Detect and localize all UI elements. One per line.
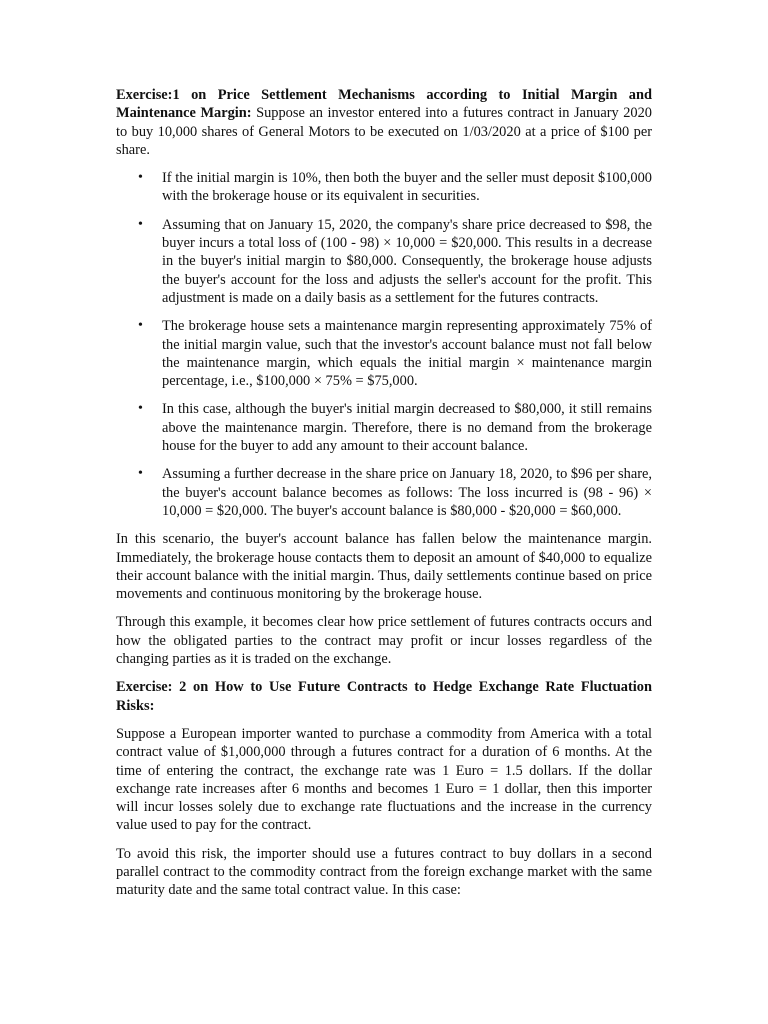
bullet-icon: • [138, 170, 143, 186]
list-item-text: Assuming a further decrease in the share price on January 18, 2020, to $96 per share, the buyer's account balance becomes as follows: The loss incurred is (98 - 96) × 10,000 = $20,000. The buyer's account balance is $80,000 - $20,000 = $60,000. [162, 466, 652, 519]
list-item-text: Assuming that on January 15, 2020, the company's share price decreased to $98, the buyer incurs a total loss of (100 - 98) × 10,000 = $20,000. This results in a decrease in the buyer's initial margin to $80,000. Consequently, the brokerage house adjusts the buyer's account for the loss and adjusts the seller's account for the profit. This adjustment is made on a daily basis as a settlement for the futures contracts. [162, 216, 652, 306]
exercise1-scenario-paragraph: In this scenario, the buyer's account balance has fallen below the maintenance margin. Immediately, the brokerage house contacts them to deposit an amount of $40,000 to equalize their account balance with the initial margin. Thus, daily settlements continue based on price movements and continuous monitoring by the brokerage house. [116, 531, 652, 603]
list-item [116, 400, 652, 455]
bullet-icon: • [138, 401, 143, 417]
exercise1-intro-text: Suppose an investor entered into a futures contract in January 2020 to buy 10,000 shares of General Motors to be executed on 1/03/2020 at a price of $100 per share. [116, 105, 652, 158]
exercise1-title: Exercise:1 on Price Settlement Mechanisms according to Initial Margin and Maintenance Margin: [116, 87, 652, 122]
bullet-icon: • [138, 466, 143, 482]
exercise1-intro-paragraph [116, 86, 652, 159]
bullet-icon: • [138, 318, 143, 334]
exercise2-title: Exercise: 2 on How to Use Future Contracts to Hedge Exchange Rate Fluctuation Risks: [116, 679, 652, 714]
list-item [116, 216, 652, 307]
list-item [116, 169, 652, 206]
list-item-text: In this case, although the buyer's initial margin decreased to $80,000, it still remains above the maintenance margin. Therefore, there is no demand from the brokerage house for the buyer to add any amount to their account balance. [162, 401, 652, 455]
exercise2-hedge-paragraph: To avoid this risk, the importer should use a futures contract to buy dollars in a second parallel contract to the commodity contract from the foreign exchange market with the same maturity date and the same total contract value. In this case: [116, 845, 652, 899]
exercise1-conclusion-paragraph: Through this example, it becomes clear how price settlement of futures contracts occurs and how the obligated parties to the contract may profit or incur losses regardless of the changing parties as it is traded on the exchange. [116, 614, 652, 668]
list-item-text: The brokerage house sets a maintenance margin representing approximately 75% of the initial margin value, such that the investor's account balance must not fall below the maintenance margin, which equals the initial margin × maintenance margin percentage, i.e., $100,000 × 75% = $75,000. [162, 318, 652, 390]
exercise1-bullet-list [116, 169, 652, 520]
bullet-icon: • [138, 216, 143, 232]
document-page [116, 86, 652, 910]
list-item [116, 465, 652, 520]
list-item-text: If the initial margin is 10%, then both the buyer and the seller must deposit $100,000 with the brokerage house or its equivalent in securities. [162, 170, 652, 205]
list-item [116, 317, 652, 390]
exercise2-scenario-paragraph: Suppose a European importer wanted to purchase a commodity from America with a total contract value of $1,000,000 through a futures contract for a duration of 6 months. At the time of entering the contract, the exchange rate was 1 Euro = 1.5 dollars. If the dollar exchange rate increases after 6 months and becomes 1 Euro = 1 dollar, then this importer will incur losses solely due to exchange rate fluctuations and the increase in the currency value used to pay for the contract. [116, 725, 652, 834]
